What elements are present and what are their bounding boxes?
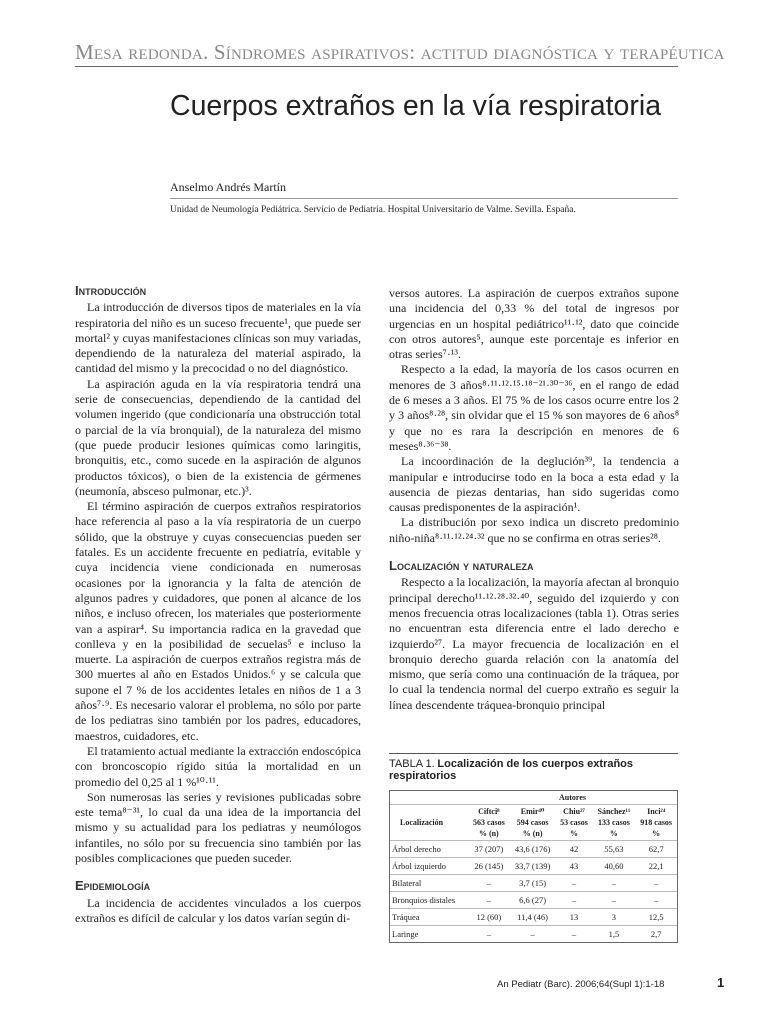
continuation-paragraph: La distribución por sexo indica un discreto predominio niño-niña⁸·¹¹·¹²·²⁴·³² que no se confirma en otras series²⁸. (389, 515, 679, 545)
section-title-epidemiologia: Epidemiología (75, 878, 151, 894)
page-number: 1 (717, 975, 725, 990)
column-header: Chiu²⁷ 53 casos % (560, 807, 588, 838)
table-row: Árbol derecho 37 (207) 43,6 (176) 42 55,63 62,7 (390, 841, 677, 858)
header-rule (75, 66, 678, 67)
right-column (389, 286, 679, 713)
intro-paragraph: El término aspiración de cuerpos extraños respiratorios hace referencia al paso a la vía respiratoria de un cuerpo sólido, que la obstruye y cuyas consecuencias pueden ser fatales. Es un accidente frecuente en pediatría, evitable y cuya incidencia viene condicionada en numerosas ocasiones por la ignorancia y la falta de atención de algunos padres y cuidadores, que ponen al alcance de los niños, e incluso ofrecen, los materiales que posteriormente van a aspirar⁴. Su importancia radica en la gravedad que conlleva y en la posibilidad de secuelas⁵ e incluso la muerte. La aspiración de cuerpos extraños registra más de 300 muertes al año en Estados Unidos.⁶ y se calcula que supone el 7 % de los accidentes letales en niños de 1 a 3 años⁷·⁹. Es necesario valorar el problema, no sólo por parte de los pediatras sino también por los padres, educadores, maestros, cuidadores, etc. (75, 499, 361, 743)
localizacion-header: Localización (400, 818, 444, 827)
table-label: TABLA 1. (389, 758, 435, 770)
continuation-paragraph: Respecto a la edad, la mayoría de los casos ocurren en menores de 3 años⁸·¹¹·¹²·¹⁵·¹⁸⁻²¹·³⁰⁻³⁶, en el rango de edad de 6 meses a 3 años. El 75 % de los casos ocurre entre los 2 y 3 años⁸·²⁸, sin olvidar que el 15 % son mayores de 6 años⁸ y que no es rara la descripción en menores de 6 meses⁸·³⁶⁻³⁸. (389, 362, 679, 453)
table-row: Bilateral – 3,7 (15) – – – (390, 875, 677, 892)
table-corner (390, 791, 468, 805)
column-header: Ciftci⁸ 563 casos % (n) (472, 807, 505, 838)
author-name: Anselmo Andrés Martín (170, 180, 286, 194)
section-title-introduccion: Introducción (75, 283, 147, 298)
running-header: Mesa redonda. Síndromes aspirativos: actitud diagnóstica y terapéutica (75, 40, 725, 64)
epidemiologia-paragraph: La incidencia de accidentes vinculados a los cuerpos extraños es difícil de calcular y los datos varían según di- (75, 895, 361, 925)
data-table (390, 791, 677, 942)
column-header: Sánchez¹¹ 133 casos % (597, 807, 631, 838)
column-header: Inci²⁴ 918 casos % (640, 807, 673, 838)
article-title: Cuerpos extraños en la vía respiratoria (170, 90, 662, 122)
author-affiliation: Unidad de Neumología Pediátrica. Servicio de Pediatría. Hospital Universitario de Valme. Sevilla. España. (170, 205, 576, 215)
intro-paragraph: La aspiración aguda en la vía respiratoria tendrá una serie de consecuencias, dependiendo de la cantidad del volumen ingerido (que condicionaría una obstrucción total o parcial de la vía bronquial), de la naturaleza del mismo (que puede producir lesiones químicas como laringitis, bronquitis, etc., como sucede en la aspiración de algunos productos tóxicos), o bien de la existencia de gérmenes (neumonía, absceso pulmonar, etc.)³. (75, 376, 361, 498)
section-title-localizacion: Localización y naturaleza (389, 558, 534, 574)
table-row: Laringe – – – 1,5 2,7 (390, 926, 677, 943)
table-row: Bronquios distales – 6,6 (27) – – – (390, 892, 677, 909)
table-caption (389, 753, 678, 782)
table-1 (389, 753, 678, 943)
continuation-paragraph: La incoordinación de la deglución³⁹, la tendencia a manipular e introducirse todo en la boca a esta edad y la ausencia de piezas dentarias, han sido sugeridas como causas predisponentes de la aspiración¹. (389, 454, 679, 515)
table-row: Árbol izquierdo 26 (145) 33,7 (139) 43 40,60 22,1 (390, 858, 677, 875)
table-title: Localización de los cuerpos extraños respiratorios (389, 758, 634, 782)
autores-header: Autores (468, 791, 677, 805)
intro-paragraph: La introducción de diversos tipos de materiales en la vía respiratoria del niño es un suceso frecuente¹, que puede ser mortal² y cuyas manifestaciones clínicas son muy variadas, dependiendo de la naturaleza del material aspirado, la cantidad del mismo y la precocidad o no del diagnóstico. (75, 300, 361, 376)
author-rule (170, 198, 678, 199)
continuation-paragraph: versos autores. La aspiración de cuerpos extraños supone una incidencia del 0,33 % del total de ingresos por urgencias en un hospital pediátrico¹¹·¹², dato que coincide con otros autores⁵, aunque este porcentaje es inferior en otras series⁷·¹³. (389, 286, 679, 362)
intro-paragraph: El tratamiento actual mediante la extracción endoscópica con broncoscopio rígido sitúa la mortalidad en un promedio del 0,25 al 1 %¹⁰·¹¹. (75, 743, 361, 789)
column-header: Emir⁴⁰ 594 casos % (n) (516, 807, 549, 838)
table-frame (389, 790, 678, 943)
intro-paragraph: Son numerosas las series y revisiones publicadas sobre este tema⁸⁻³¹, lo cual da una idea de la importancia del mismo y su actualidad para los pediatras y neumólogos infantiles, no sólo por su frecuencia sino también por las posibles complicaciones que pueden suceder. (75, 789, 361, 865)
localizacion-paragraph: Respecto a la localización, la mayoría afectan al bronquio principal derecho¹¹·¹²·²⁸·³²·⁴⁰, seguido del izquierdo y con menos frecuencia otras localizaciones (tabla 1). Otras series no encuentran esta diferencia entre el lado derecho e izquierdo²⁷. La mayor frecuencia de localización en el bronquio derecho guarda relación con la anatomía del mismo, que sería como una continuación de la tráquea, por lo cual la tendencia normal del cuerpo extraño es seguir la línea descendente tráquea-bronquio principal (389, 575, 679, 712)
journal-citation: An Pediatr (Barc). 2006;64(Supl 1):1-18 (497, 979, 665, 990)
table-row: Tráquea 12 (60) 11,4 (46) 13 3 12,5 (390, 909, 677, 926)
left-column (75, 283, 361, 926)
